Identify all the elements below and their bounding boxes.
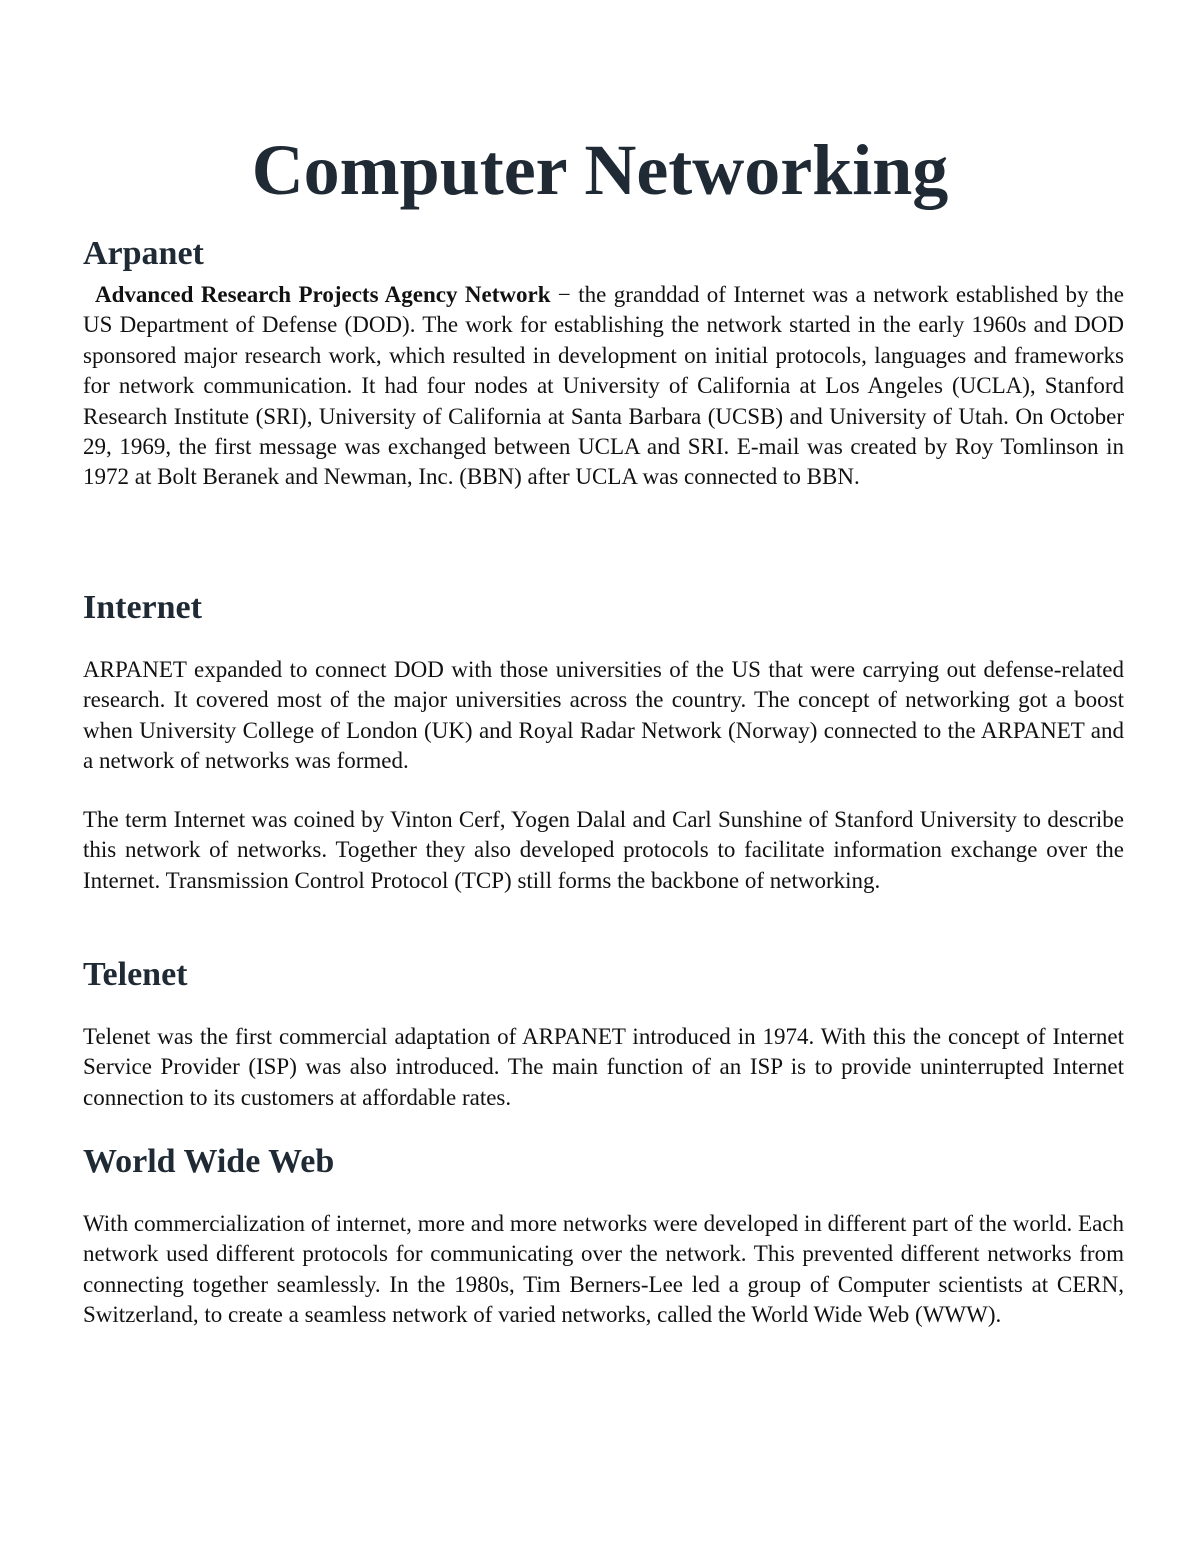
paragraph-telenet: Telenet was the first commercial adaptation of ARPANET introduced in 1974. With this the concept of Internet Service Provider (ISP) was also introduced. The main function of an ISP is to provide uninterrupted Internet connection to its customers at affordable rates. [83, 1024, 1124, 1110]
section-heading-world-wide-web: World Wide Web [83, 1143, 335, 1180]
section-heading-telenet: Telenet [83, 956, 188, 993]
section-heading-internet: Internet [83, 589, 202, 626]
paragraph-world-wide-web: With commercialization of internet, more and more networks were developed in different part of the world. Each network used different protocols for communicating over the network. This prevented different networks from connecting together seamlessly. In the 1980s, Tim Berners-Lee led a group of Computer scientists at CERN, Switzerland, to create a seamless network of varied networks, called the World Wide Web (WWW). [83, 1211, 1124, 1328]
page-title: Computer Networking [251, 130, 949, 210]
paragraph-text: − the granddad of Internet was a network established by the US Department of Defense (DOD). The work for establishing the network started in the early 1960s and DOD sponsored major research work, which resulted in development on initial protocols, languages and frameworks for network communication. It had four nodes at University of California at Los Angeles (UCLA), Stanford Research Institute (SRI), University of California at Santa Barbara (UCSB) and University of Utah. On October 29, 1969, the first message was exchanged between UCLA and SRI. E-mail was created by Roy Tomlinson in 1972 at Bolt Beranek and Newman, Inc. (BBN) after UCLA was connected to BBN. [83, 282, 1124, 490]
paragraph-internet-2: The term Internet was coined by Vinton Cerf, Yogen Dalal and Carl Sunshine of Stanford University to describe this network of networks. Together they also developed protocols to facilitate information exchange over the Internet. Transmission Control Protocol (TCP) still forms the backbone of networking. [83, 807, 1124, 893]
paragraph-internet-1: ARPANET expanded to connect DOD with those universities of the US that were carrying out defense-related research. It covered most of the major universities across the country. The concept of networking got a boost when University College of London (UK) and Royal Radar Network (Norway) connected to the ARPANET and a network of networks was formed. [83, 657, 1124, 774]
paragraph-arpanet [83, 280, 1124, 493]
paragraph-lead: Advanced Research Projects Agency Network [95, 282, 551, 307]
section-heading-arpanet: Arpanet [83, 235, 204, 272]
